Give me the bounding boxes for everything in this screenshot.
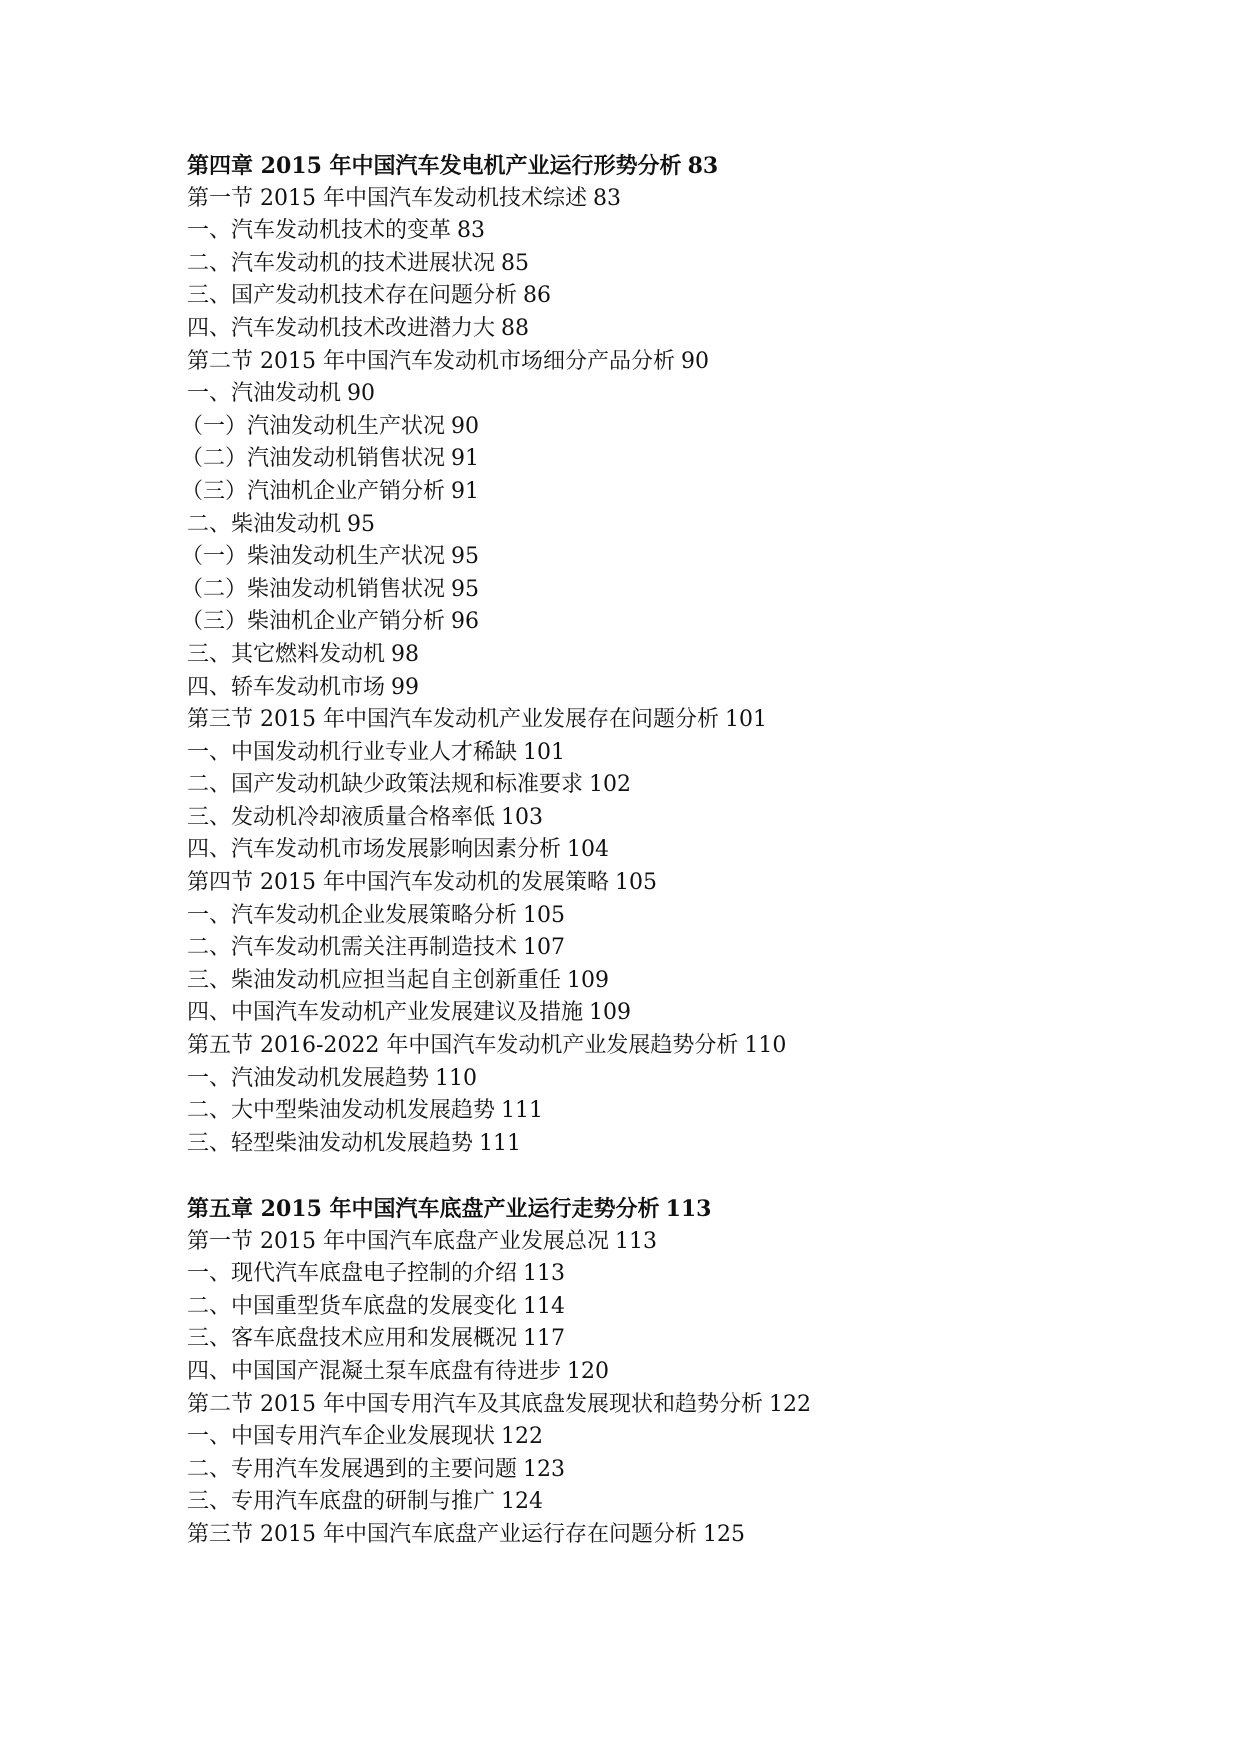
toc-entry-title: 一、汽油发动机发展趋势: [187, 1065, 430, 1091]
toc-entry-title: 二、汽车发动机需关注再制造技术: [187, 935, 518, 961]
toc-entry-title: 二、汽车发动机的技术进展状况: [187, 250, 496, 276]
toc-entry-title: （三）汽油机企业产销分析: [181, 478, 446, 504]
toc-entry-title: 第二节 2015 年中国汽车发动机市场细分产品分析: [187, 348, 675, 374]
toc-entry-page: 105: [523, 902, 566, 928]
toc-entry-page: 111: [501, 1098, 544, 1124]
toc-item[interactable]: [187, 1258, 1187, 1291]
toc-entry-title: 第四章 2015 年中国汽车发电机产业运行形势分析: [187, 153, 682, 179]
toc-entry-title: 第五章 2015 年中国汽车底盘产业运行走势分析: [187, 1196, 660, 1222]
toc-entry-title: 第一节 2015 年中国汽车发动机技术综述: [187, 185, 587, 211]
toc-entry-title: 三、国产发动机技术存在问题分析: [187, 283, 518, 309]
toc-entry-title: 四、中国国产混凝土泵车底盘有待进步: [187, 1358, 562, 1384]
toc-section[interactable]: [187, 867, 1187, 900]
toc-entry-page: 95: [347, 511, 376, 537]
toc-item[interactable]: [187, 1356, 1187, 1389]
toc-entry-title: 第一节 2015 年中国汽车底盘产业发展总况: [187, 1228, 609, 1254]
toc-entry-page: 83: [687, 153, 719, 179]
toc-section[interactable]: [187, 704, 1187, 737]
toc-entry-page: 107: [523, 935, 566, 961]
toc-entry-page: 95: [451, 576, 480, 602]
toc-entry-title: 第三节 2015 年中国汽车底盘产业运行存在问题分析: [187, 1521, 697, 1547]
toc-entry-page: 122: [501, 1424, 544, 1450]
toc-section[interactable]: [187, 1519, 1187, 1552]
toc-entry-title: 三、专用汽车底盘的研制与推广: [187, 1489, 496, 1515]
toc-item[interactable]: [187, 802, 1187, 835]
toc-entry-page: 113: [614, 1228, 657, 1254]
toc-item[interactable]: [187, 1486, 1187, 1519]
toc-entry-title: 二、大中型柴油发动机发展趋势: [187, 1098, 496, 1124]
toc-entry-page: 123: [523, 1456, 566, 1482]
toc-item[interactable]: [187, 1291, 1187, 1324]
toc-entry-title: （三）柴油机企业产销分析: [181, 609, 446, 635]
toc-subitem[interactable]: [181, 411, 1187, 444]
toc-entry-title: 四、轿车发动机市场: [187, 674, 386, 700]
toc-entry-page: 90: [680, 348, 709, 374]
toc-entry-title: 一、现代汽车底盘电子控制的介绍: [187, 1261, 518, 1287]
toc-entry-page: 110: [435, 1065, 478, 1091]
toc-entry-title: 三、轻型柴油发动机发展趋势: [187, 1130, 474, 1156]
toc-item[interactable]: [187, 1128, 1187, 1161]
toc-entry-title: 第四节 2015 年中国汽车发动机的发展策略: [187, 870, 609, 896]
toc-subitem[interactable]: [181, 574, 1187, 607]
toc-entry-title: 四、汽车发动机市场发展影响因素分析: [187, 837, 562, 863]
toc-entry-page: 104: [567, 837, 610, 863]
toc-entry-title: 一、中国发动机行业专业人才稀缺: [187, 739, 518, 765]
toc-item[interactable]: [187, 1454, 1187, 1487]
chapter-5-heading[interactable]: [187, 1193, 1187, 1226]
toc-item[interactable]: [187, 509, 1187, 542]
toc-entry-page: 120: [567, 1358, 610, 1384]
toc-entry-page: 102: [589, 772, 632, 798]
toc-entry-page: 117: [523, 1326, 566, 1352]
toc-entry-title: （二）汽油发动机销售状况: [181, 446, 446, 472]
toc-entry-title: 第二节 2015 年中国专用汽车及其底盘发展现状和趋势分析: [187, 1391, 763, 1417]
toc-item[interactable]: [187, 900, 1187, 933]
toc-entry-title: 三、发动机冷却液质量合格率低: [187, 804, 496, 830]
toc-entry-title: 一、中国专用汽车企业发展现状: [187, 1424, 496, 1450]
toc-entry-title: 二、柴油发动机: [187, 511, 342, 537]
toc-entry-page: 99: [391, 674, 420, 700]
toc-item[interactable]: [187, 313, 1187, 346]
toc-entry-title: 第五节 2016-2022 年中国汽车发动机产业发展趋势分析: [187, 1033, 739, 1059]
toc-section[interactable]: [187, 1389, 1187, 1422]
toc-subitem[interactable]: [181, 476, 1187, 509]
toc-entry-title: （一）汽油发动机生产状况: [181, 413, 446, 439]
toc-item[interactable]: [187, 248, 1187, 281]
toc-entry-title: 第三节 2015 年中国汽车发动机产业发展存在问题分析: [187, 707, 719, 733]
toc-entry-page: 124: [501, 1489, 544, 1515]
toc-item[interactable]: [187, 769, 1187, 802]
toc-entry-page: 85: [501, 250, 530, 276]
toc-subitem[interactable]: [181, 606, 1187, 639]
toc-entry-title: （一）柴油发动机生产状况: [181, 544, 446, 570]
toc-entry-page: 83: [592, 185, 621, 211]
toc-item[interactable]: [187, 1095, 1187, 1128]
toc-entry-page: 101: [724, 707, 767, 733]
toc-entry-page: 103: [501, 804, 544, 830]
toc-entry-page: 95: [451, 544, 480, 570]
chapter-4-heading[interactable]: [187, 150, 1187, 183]
toc-entry-title: 一、汽车发动机技术的变革: [187, 218, 452, 244]
toc-entry-page: 110: [744, 1033, 787, 1059]
toc-subitem[interactable]: [181, 443, 1187, 476]
toc-item[interactable]: [187, 834, 1187, 867]
toc-section[interactable]: [187, 1030, 1187, 1063]
toc-entry-title: 二、专用汽车发展遇到的主要问题: [187, 1456, 518, 1482]
toc-entry-page: 101: [523, 739, 566, 765]
toc-entry-title: 二、国产发动机缺少政策法规和标准要求: [187, 772, 584, 798]
toc-item[interactable]: [187, 1421, 1187, 1454]
toc-entry-title: 三、其它燃料发动机: [187, 641, 386, 667]
toc-entry-page: 113: [523, 1261, 566, 1287]
toc-entry-page: 90: [451, 413, 480, 439]
toc-entry-page: 96: [451, 609, 480, 635]
toc-item[interactable]: [187, 1323, 1187, 1356]
toc-entry-title: 三、柴油发动机应担当起自主创新重任: [187, 967, 562, 993]
toc-item[interactable]: [187, 378, 1187, 411]
toc-item[interactable]: [187, 932, 1187, 965]
toc-item[interactable]: [187, 997, 1187, 1030]
toc-section[interactable]: [187, 183, 1187, 216]
toc-entry-page: 122: [768, 1391, 811, 1417]
toc-section[interactable]: [187, 346, 1187, 379]
toc-item[interactable]: [187, 1063, 1187, 1096]
toc-entry-page: 113: [665, 1196, 712, 1222]
toc-entry-title: 一、汽车发动机企业发展策略分析: [187, 902, 518, 928]
toc-entry-page: 111: [479, 1130, 522, 1156]
toc-entry-page: 88: [501, 315, 530, 341]
toc-entry-page: 83: [457, 218, 486, 244]
toc-item[interactable]: [187, 215, 1187, 248]
toc-item[interactable]: [187, 639, 1187, 672]
toc-entry-title: 二、中国重型货车底盘的发展变化: [187, 1293, 518, 1319]
chapter-spacer: [187, 1160, 1187, 1193]
toc-subitem[interactable]: [181, 541, 1187, 574]
table-of-contents: [181, 150, 1187, 1552]
toc-item[interactable]: [187, 672, 1187, 705]
toc-item[interactable]: [187, 737, 1187, 770]
toc-section[interactable]: [187, 1226, 1187, 1259]
toc-item[interactable]: [187, 965, 1187, 998]
toc-entry-title: 一、汽油发动机: [187, 381, 342, 407]
toc-entry-page: 86: [523, 283, 552, 309]
toc-entry-title: 三、客车底盘技术应用和发展概况: [187, 1326, 518, 1352]
toc-entry-page: 98: [391, 641, 420, 667]
toc-entry-title: 四、汽车发动机技术改进潜力大: [187, 315, 496, 341]
toc-entry-title: 四、中国汽车发动机产业发展建议及措施: [187, 1000, 584, 1026]
toc-entry-page: 105: [614, 870, 657, 896]
toc-entry-page: 109: [589, 1000, 632, 1026]
toc-entry-page: 91: [451, 446, 480, 472]
toc-entry-page: 114: [523, 1293, 566, 1319]
toc-entry-title: （二）柴油发动机销售状况: [181, 576, 446, 602]
toc-entry-page: 91: [451, 478, 480, 504]
toc-item[interactable]: [187, 280, 1187, 313]
toc-entry-page: 109: [567, 967, 610, 993]
toc-entry-page: 90: [347, 381, 376, 407]
toc-entry-page: 125: [702, 1521, 745, 1547]
